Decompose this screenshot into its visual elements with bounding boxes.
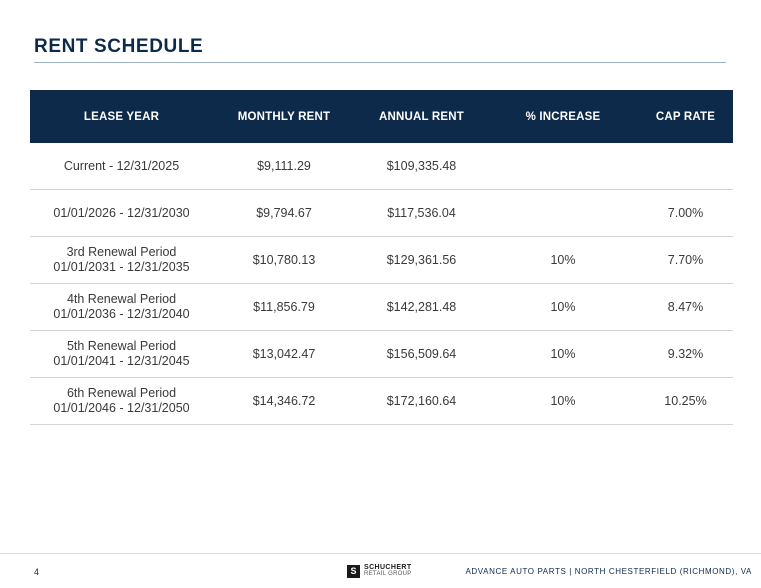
lease-year-cell <box>30 245 213 275</box>
period-line1: 01/01/2026 - 12/31/2030 <box>53 205 190 220</box>
logo-text <box>364 564 412 578</box>
header-lease-year: LEASE YEAR <box>83 110 160 123</box>
period-line1: 6th Renewal Period <box>66 386 177 400</box>
cap-rate-cell: 10.25% <box>664 393 707 408</box>
annual-rent-cell: $117,536.04 <box>387 205 456 220</box>
cap-rate-cell: 8.47% <box>667 299 704 314</box>
logo-mark-icon: S <box>347 565 360 578</box>
header-annual-rent: ANNUAL RENT <box>378 110 465 123</box>
table-row <box>30 378 733 425</box>
page-number: 4 <box>34 567 40 577</box>
title-divider <box>34 62 726 63</box>
annual-rent-cell: $129,361.56 <box>386 252 457 267</box>
period-line2: 01/01/2046 - 12/31/2050 <box>53 401 190 415</box>
period-line2: 01/01/2041 - 12/31/2045 <box>53 354 190 368</box>
monthly-rent-cell: $11,856.79 <box>253 299 315 314</box>
lease-year-cell <box>30 159 213 174</box>
table-row <box>30 284 733 331</box>
increase-cell: 10% <box>550 252 576 267</box>
monthly-rent-cell: $14,346.72 <box>252 393 316 408</box>
table-row <box>30 143 733 190</box>
annual-rent-cell: $172,160.64 <box>386 393 457 408</box>
period-line2: 01/01/2036 - 12/31/2040 <box>53 307 190 321</box>
monthly-rent-cell: $9,111.29 <box>257 158 311 173</box>
header-cap-rate: CAP RATE <box>655 110 716 123</box>
monthly-rent-cell: $9,794.67 <box>256 205 312 220</box>
page-title: RENT SCHEDULE <box>34 36 204 57</box>
brand-logo <box>347 564 412 578</box>
lease-year-cell <box>30 206 213 221</box>
footer-divider <box>0 553 761 554</box>
logo-subtitle: RETAIL GROUP <box>364 571 412 577</box>
monthly-rent-cell: $13,042.47 <box>252 346 316 361</box>
lease-year-cell <box>30 339 213 369</box>
rent-schedule-table <box>30 90 733 425</box>
increase-cell: 10% <box>550 299 576 314</box>
increase-cell: 10% <box>550 393 576 408</box>
cap-rate-cell: 7.00% <box>667 205 704 220</box>
cap-rate-cell: 9.32% <box>667 346 704 361</box>
table-row <box>30 190 733 237</box>
lease-year-cell <box>30 292 213 322</box>
increase-cell: 10% <box>550 346 576 361</box>
logo-name: SCHUCHERT <box>364 564 412 571</box>
period-line1: 4th Renewal Period <box>66 292 177 306</box>
table-row <box>30 331 733 378</box>
cap-rate-cell: 7.70% <box>667 252 704 267</box>
period-line1: 3rd Renewal Period <box>66 245 177 259</box>
period-line1: Current - 12/31/2025 <box>63 158 180 173</box>
lease-year-cell <box>30 386 213 416</box>
header-monthly-rent: MONTHLY RENT <box>237 110 331 123</box>
header-percent-increase: % INCREASE <box>525 110 601 123</box>
table-header <box>30 90 733 143</box>
annual-rent-cell: $156,509.64 <box>386 346 457 361</box>
property-caption: ADVANCE AUTO PARTS | NORTH CHESTERFIELD (RICHMOND), VA <box>465 567 752 576</box>
monthly-rent-cell: $10,780.13 <box>252 252 316 267</box>
period-line1: 5th Renewal Period <box>66 339 177 353</box>
table-row <box>30 237 733 284</box>
annual-rent-cell: $142,281.48 <box>386 299 457 314</box>
period-line2: 01/01/2031 - 12/31/2035 <box>53 260 190 274</box>
annual-rent-cell: $109,335.48 <box>386 158 457 173</box>
